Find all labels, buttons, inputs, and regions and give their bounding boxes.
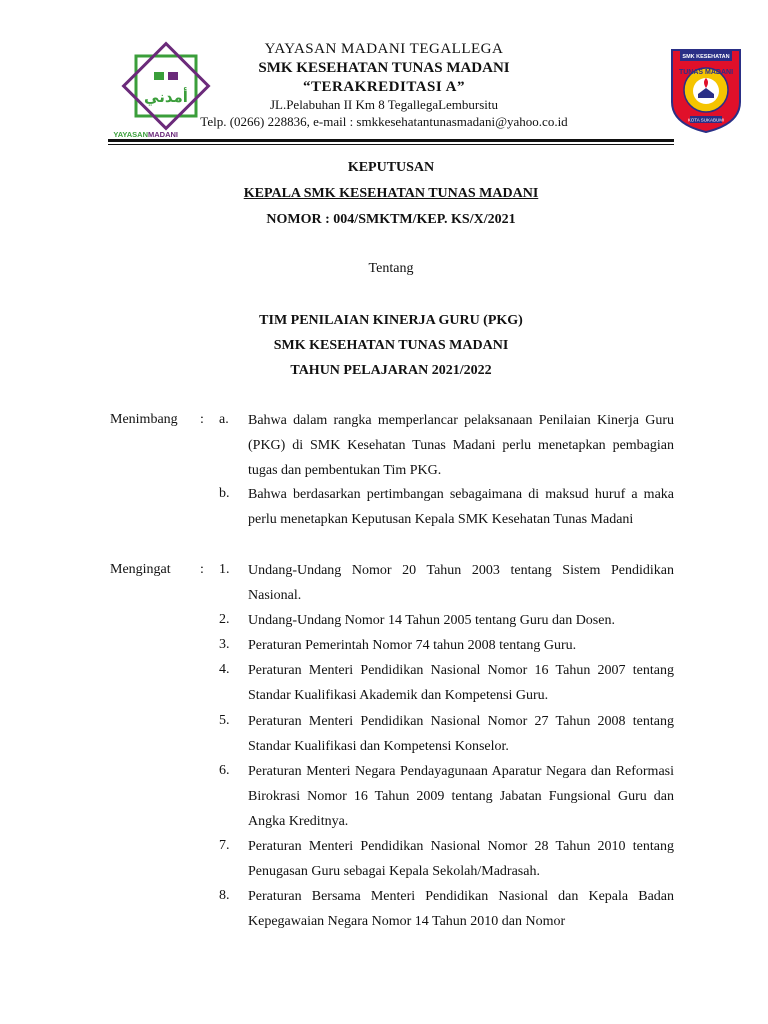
- decree-about: Tentang: [368, 261, 414, 276]
- decree-subject-line-3: TAHUN PELAJARAN 2021/2022: [290, 363, 492, 378]
- letterhead-school-name: SMK KESEHATAN TUNAS MADANI: [258, 60, 510, 76]
- shield-bottom-text: KOTA SUKABUMI: [687, 117, 725, 123]
- mengingat-marker-3: 3.: [219, 637, 230, 652]
- shield-ring-text: TUNAS MADANI: [678, 69, 734, 76]
- mengingat-marker-6: 6.: [219, 763, 230, 778]
- menimbang-item-a: Bahwa dalam rangka memperlancar pelaksanaan Penilaian Kinerja Guru (PKG) di SMK Kesehatan Tunas Madani perlu menetapkan pembagian tugas dan pembentukan Tim PKG.: [248, 413, 674, 478]
- menimbang-item-b: Bahwa berdasarkan pertimbangan sebagaimana di maksud huruf a maka perlu menetapkan Keputusan Kepala SMK Kesehatan Tunas Madani: [248, 487, 674, 527]
- letterhead-divider-thin: [108, 144, 674, 145]
- decree-subject-line-2: SMK KESEHATAN TUNAS MADANI: [273, 338, 509, 353]
- letterhead-contact: Telp. (0266) 228836, e-mail : smkkesehatantunasmadani@yahoo.co.id: [200, 114, 568, 129]
- mengingat-item-2: Undang-Undang Nomor 14 Tahun 2005 tentang Guru dan Dosen.: [248, 613, 615, 628]
- menimbang-marker-b: b.: [219, 486, 230, 501]
- mengingat-item-6: Peraturan Menteri Negara Pendayagunaan Aparatur Negara dan Reformasi Birokrasi Nomor 16 Tahun 2009 tentang Jabatan Fungsional Guru dan Angka Kreditnya.: [248, 764, 674, 829]
- mengingat-marker-8: 8.: [219, 888, 230, 903]
- mengingat-colon: :: [200, 562, 204, 577]
- letterhead-accreditation: “TERAKREDITASI A”: [302, 79, 465, 95]
- menimbang-label: Menimbang: [110, 412, 178, 427]
- decree-title: KEPUTUSAN: [347, 160, 435, 175]
- logo-caption-yayasan: YAYASAN: [113, 130, 148, 139]
- logo-caption-madani: MADANI: [148, 130, 178, 139]
- mengingat-marker-1: 1.: [219, 562, 230, 577]
- menimbang-colon: :: [200, 412, 204, 427]
- letterhead-divider-thick: [108, 139, 674, 142]
- mengingat-item-8: Peraturan Bersama Menteri Pendidikan Nasional dan Kepala Badan Kepegawaian Negara Nomor 14 Tahun 2010 dan Nomor: [248, 889, 674, 929]
- decree-subtitle: KEPALA SMK KESEHATAN TUNAS MADANI: [243, 186, 539, 201]
- mengingat-item-4: Peraturan Menteri Pendidikan Nasional Nomor 16 Tahun 2007 tentang Standar Kualifikasi Akademik dan Kompetensi Guru.: [248, 663, 674, 703]
- mengingat-marker-7: 7.: [219, 838, 230, 853]
- mengingat-item-5: Peraturan Menteri Pendidikan Nasional Nomor 27 Tahun 2008 tentang Standar Kualifikasi dan Kompetensi Konselor.: [248, 714, 674, 754]
- decree-number: NOMOR : 004/SMKTM/KEP. KS/X/2021: [266, 212, 516, 227]
- mengingat-item-7: Peraturan Menteri Pendidikan Nasional Nomor 28 Tahun 2010 tentang Penugasan Guru sebagai Kepala Sekolah/Madrasah.: [248, 839, 674, 879]
- mengingat-marker-5: 5.: [219, 713, 230, 728]
- logo-arabic-glyph: أمدني: [144, 88, 188, 106]
- mengingat-marker-2: 2.: [219, 612, 230, 627]
- decree-subject-line-1: TIM PENILAIAN KINERJA GURU (PKG): [259, 313, 523, 328]
- shield-top-text: SMK KESEHATAN: [682, 54, 730, 60]
- letterhead-foundation: YAYASAN MADANI TEGALLEGA: [264, 41, 504, 57]
- menimbang-marker-a: a.: [219, 412, 229, 427]
- smk-tunas-madani-logo: [668, 44, 744, 134]
- mengingat-label: Mengingat: [110, 562, 171, 577]
- mengingat-marker-4: 4.: [219, 662, 230, 677]
- mengingat-item-3: Peraturan Pemerintah Nomor 74 tahun 2008 tentang Guru.: [248, 638, 577, 653]
- mengingat-item-1: Undang-Undang Nomor 20 Tahun 2003 tentang Sistem Pendidikan Nasional.: [248, 563, 674, 603]
- school-shield-emblem: [668, 44, 744, 134]
- letterhead-address: JL.Pelabuhan II Km 8 TegallegaLembursitu: [269, 97, 499, 112]
